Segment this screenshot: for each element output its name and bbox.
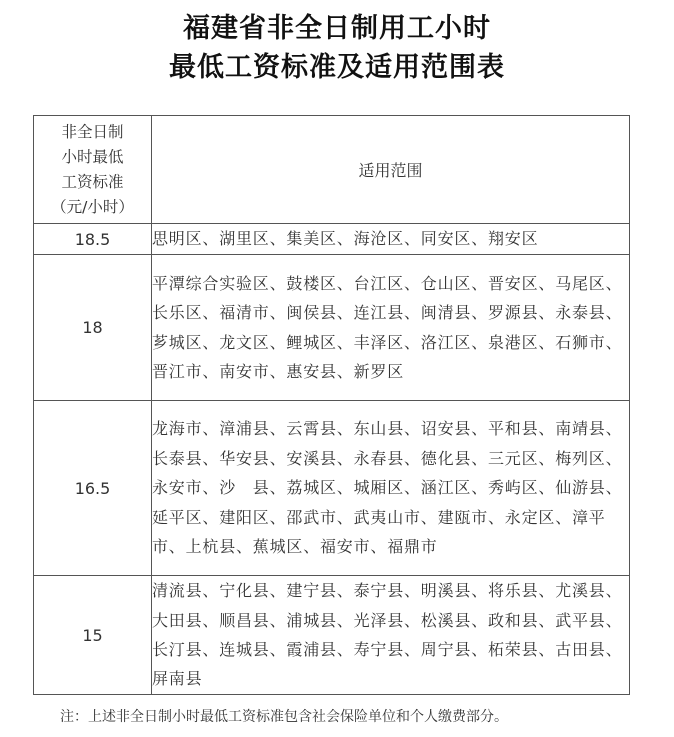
scope-text: 平潭综合实验区、鼓楼区、台江区、仓山区、晋安区、马尾区、长乐区、福清市、闽侯县、连江县、闽清县、罗源县、永泰县、芗城区、龙文区、鲤城区、丰泽区、洛江区、泉港区、石狮市、晋江市、南安市、惠安县、新罗区 [152,273,623,381]
scope-cell [152,224,630,255]
table-row [34,576,630,695]
wage-table [33,115,630,695]
rate-cell: 18 [34,255,152,401]
header-rate-line: 小时最低 [61,147,124,166]
table-row [34,401,630,576]
scope-cell [152,255,630,401]
table-row [34,224,630,255]
header-rate-cell [34,116,152,224]
header-rate-label [34,118,151,222]
table-row [34,255,630,401]
scope-cell [152,401,630,576]
header-rate-line: 工资标准 [61,172,124,191]
scope-cell [152,576,630,695]
header-rate-line: 非全日制 [61,122,124,141]
title-line-1: 福建省非全日制用工小时 [183,13,491,44]
title-line-2: 最低工资标准及适用范围表 [169,52,505,83]
scope-text: 龙海市、漳浦县、云霄县、东山县、诏安县、平和县、南靖县、长泰县、华安县、安溪县、永春县、德化县、三元区、梅列区、永安市、沙 县、荔城区、城厢区、涵江区、秀屿区、仙游县、延平区、建阳区、邵武市、武夷山市、建瓯市、永定区、漳平市、上杭县、蕉城区、福安市、福鼎市 [152,419,623,557]
header-rate-line: （元/小时） [51,197,134,216]
rate-cell: 18.5 [34,224,152,255]
scope-text: 清流县、宁化县、建宁县、泰宁县、明溪县、将乐县、尤溪县、大田县、顺昌县、浦城县、光泽县、松溪县、政和县、武平县、长汀县、连城县、霞浦县、寿宁县、周宁县、柘荣县、古田县、屏南县 [152,581,623,689]
rate-cell: 15 [34,576,152,695]
rate-cell: 16.5 [34,401,152,576]
header-scope-cell: 适用范围 [152,116,630,224]
scope-text: 思明区、湖里区、集美区、海沧区、同安区、翔安区 [152,229,539,249]
header-row [34,116,630,224]
footnote: 注：上述非全日制小时最低工资标准包含社会保险单位和个人缴费部分。 [60,709,508,725]
